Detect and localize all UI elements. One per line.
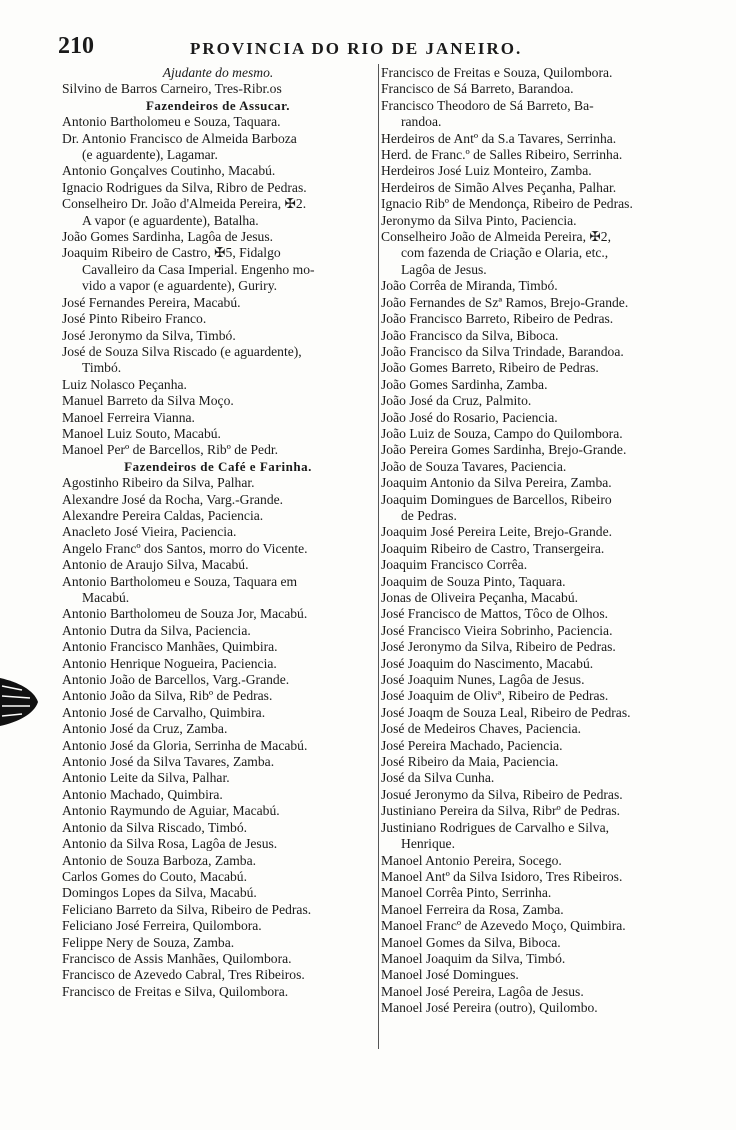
list-entry: Antonio José de Carvalho, Quimbira. [62, 704, 266, 720]
list-entry: Lagôa de Jesus. [401, 261, 487, 277]
list-entry: Ignacio Ribº de Mendonça, Ribeiro de Pedras. [381, 196, 633, 212]
list-entry: Jeronymo da Silva Pinto, Paciencia. [381, 212, 577, 228]
list-entry: Antonio Machado, Quimbira. [62, 786, 223, 802]
list-entry: João Gomes Sardinha, Zamba. [381, 376, 548, 392]
list-entry: Carlos Gomes do Couto, Macabú. [62, 868, 248, 884]
list-entry: Manoel Perº de Barcellos, Ribº de Pedr. [62, 442, 279, 458]
list-entry: Ajudante do mesmo. [162, 65, 274, 80]
list-entry: João Fernandes de Szª Ramos, Brejo-Grande. [381, 294, 629, 310]
list-entry: João Corrêa de Miranda, Timbó. [381, 278, 558, 294]
list-entry: João José do Rosario, Paciencia. [381, 409, 558, 425]
list-entry: João Luiz de Souza, Campo do Quilombora. [381, 425, 623, 441]
list-entry: José Joaquim do Nascimento, Macabú. [381, 655, 594, 671]
list-entry: Agostinho Ribeiro da Silva, Palhar. [62, 475, 255, 491]
list-entry: Joaquim Antonio da Silva Pereira, Zamba. [381, 475, 612, 491]
list-entry: Manoel Gomes da Silva, Biboca. [381, 934, 561, 950]
list-entry: José Fernandes Pereira, Macabú. [62, 294, 241, 310]
list-entry: Antonio Bartholomeu e Souza, Taquara. [62, 114, 281, 130]
list-entry: Antonio Raymundo de Aguiar, Macabú. [62, 803, 280, 819]
list-entry: Antonio José da Cruz, Zamba. [62, 721, 228, 737]
left-column [62, 65, 374, 1000]
list-entry: Joaquim Francisco Corrêa. [381, 557, 528, 573]
list-entry: Luiz Nolasco Peçanha. [62, 376, 187, 392]
list-entry: Cavalleiro da Casa Imperial. Engenho mo- [82, 261, 315, 277]
list-entry: com fazenda de Criação e Olaria, etc., [401, 245, 609, 261]
section-heading: Fazendeiros de Café e Farinha. [124, 458, 312, 474]
list-entry: José Ribeiro da Maia, Paciencia. [381, 754, 559, 770]
list-entry: Silvino de Barros Carneiro, Tres-Ribr.os [62, 81, 282, 97]
list-entry: José Jeronymo da Silva, Timbó. [62, 327, 236, 343]
list-entry: Anacleto José Vieira, Paciencia. [62, 524, 237, 540]
list-entry: Henrique. [401, 836, 455, 852]
list-entry: Francisco de Freitas e Silva, Quilombora. [62, 983, 289, 999]
list-entry: Domingos Lopes da Silva, Macabú. [62, 885, 257, 901]
list-entry: Alexandre José da Rocha, Varg.-Grande. [62, 491, 284, 507]
list-entry: Antonio João da Silva, Ribº de Pedras. [62, 688, 273, 704]
list-entry: Manoel Antº da Silva Isidoro, Tres Ribeiros. [381, 868, 623, 884]
list-entry: Herdeiros José Luiz Monteiro, Zamba. [381, 163, 592, 179]
running-title: PROVINCIA DO RIO DE JANEIRO. [190, 39, 523, 58]
list-entry: Manoel Ferreira Vianna. [62, 409, 195, 425]
list-entry: Timbó. [82, 360, 122, 376]
list-entry: vido a vapor (e aguardente), Guriry. [82, 278, 278, 294]
column-divider [378, 64, 379, 1049]
list-entry: Joaquim José Pereira Leite, Brejo-Grande. [381, 524, 613, 540]
list-entry: Joaquim Domingues de Barcellos, Ribeiro [381, 491, 612, 507]
list-entry: José Jeronymo da Silva, Ribeiro de Pedras. [381, 639, 616, 655]
list-entry: João Francisco da Silva Trindade, Barandoa. [381, 343, 624, 359]
list-entry: Manoel José Pereira (outro), Quilombo. [381, 1000, 598, 1016]
list-entry: Macabú. [82, 590, 130, 605]
list-entry: (e aguardente), Lagamar. [82, 147, 218, 163]
list-entry: Manoel Antonio Pereira, Socego. [381, 852, 562, 868]
list-entry: Herdeiros de Antº da S.a Tavares, Serrinha. [381, 130, 617, 146]
list-entry: José Francisco Vieira Sobrinho, Paciencia. [381, 622, 613, 638]
list-entry: João de Souza Tavares, Paciencia. [381, 458, 567, 474]
list-entry: Joaquim de Souza Pinto, Taquara. [381, 573, 566, 589]
list-entry: Antonio João de Barcellos, Varg.-Grande. [62, 672, 290, 688]
list-entry: Joaquim Ribeiro de Castro, Transergeira. [381, 540, 605, 556]
list-entry: José de Medeiros Chaves, Paciencia. [381, 721, 582, 737]
list-entry: de Pedras. [401, 507, 457, 523]
list-entry: Ignacio Rodrigues da Silva, Ribro de Pedras. [62, 179, 307, 195]
list-entry: Antonio de Souza Barboza, Zamba. [62, 852, 257, 868]
list-entry: Angelo Francº dos Santos, morro do Vicente. [62, 540, 308, 556]
list-entry: Conselheiro João de Almeida Pereira, ✠2, [381, 229, 611, 245]
list-entry: Antonio da Silva Rosa, Lagôa de Jesus. [62, 836, 278, 852]
list-entry: José de Souza Silva Riscado (e aguardente), [62, 343, 302, 359]
list-entry: Manoel Francº de Azevedo Moço, Quimbira. [381, 918, 626, 934]
list-entry: Francisco de Azevedo Cabral, Tres Ribeiros. [62, 967, 305, 983]
list-entry: Francisco de Assis Manhães, Quilombora. [62, 950, 292, 966]
list-entry: João Francisco Barreto, Ribeiro de Pedras. [381, 311, 614, 327]
list-entry: Feliciano Barreto da Silva, Ribeiro de Pedras. [62, 901, 312, 917]
list-entry: Manoel Corrêa Pinto, Serrinha. [381, 885, 552, 901]
list-entry: José Pinto Ribeiro Franco. [62, 311, 207, 327]
list-entry: Jonas de Oliveira Peçanha, Macabú. [381, 590, 579, 605]
list-entry: Antonio Bartholomeu de Souza Jor, Macabú. [62, 606, 308, 622]
list-entry: Antonio Dutra da Silva, Paciencia. [62, 622, 251, 638]
list-entry: Antonio da Silva Riscado, Timbó. [62, 819, 248, 835]
list-entry: João Gomes Sardinha, Lagôa de Jesus. [62, 229, 274, 245]
list-entry: José Joaqm de Souza Leal, Ribeiro de Pedras. [381, 704, 631, 720]
list-entry: Feliciano José Ferreira, Quilombora. [62, 918, 262, 934]
list-entry: Francisco Theodoro de Sá Barreto, Ba- [381, 97, 594, 113]
list-entry: Antonio José da Gloria, Serrinha de Macabú. [62, 737, 308, 753]
list-entry: Dr. Antonio Francisco de Almeida Barboza [62, 130, 297, 146]
list-entry: Conselheiro Dr. João d'Almeida Pereira, ✠2. [62, 196, 307, 212]
list-entry: João José da Cruz, Palmito. [381, 393, 532, 409]
list-entry: Antonio José da Silva Tavares, Zamba. [62, 754, 275, 770]
list-entry: Manoel Joaquim da Silva, Timbó. [381, 950, 566, 966]
list-entry: Manoel Luiz Souto, Macabú. [62, 425, 221, 441]
list-entry: Herd. de Franc.º de Salles Ribeiro, Serrinha. [381, 147, 623, 163]
list-entry: José Joaquim de Olivª, Ribeiro de Pedras. [381, 688, 609, 704]
list-entry: José Joaquim Nunes, Lagôa de Jesus. [381, 672, 585, 688]
list-entry: Joaquim Ribeiro de Castro, ✠5, Fidalgo [62, 245, 281, 261]
list-entry: Antonio Bartholomeu e Souza, Taquara em [62, 573, 298, 589]
list-entry: Alexandre Pereira Caldas, Paciencia. [62, 507, 264, 523]
list-entry: Manoel José Domingues. [381, 967, 519, 983]
binding-ornament-icon [0, 672, 40, 732]
list-entry: José Pereira Machado, Paciencia. [381, 737, 563, 753]
list-entry: Justiniano Rodrigues de Carvalho e Silva, [381, 819, 610, 835]
list-entry: A vapor (e aguardente), Batalha. [82, 212, 259, 228]
list-entry: randoa. [401, 114, 442, 130]
list-entry: Francisco de Sá Barreto, Barandoa. [381, 81, 574, 97]
list-entry: Justiniano Pereira da Silva, Ribrº de Pedras. [381, 803, 621, 819]
section-heading: Fazendeiros de Assucar. [145, 97, 291, 113]
page-number: 210 [58, 33, 94, 59]
list-entry: Antonio Francisco Manhães, Quimbira. [62, 639, 278, 655]
list-entry: Antonio Leite da Silva, Palhar. [62, 770, 230, 786]
page-header [58, 33, 708, 63]
list-entry: Manoel Ferreira da Rosa, Zamba. [381, 901, 564, 917]
list-entry: João Francisco da Silva, Biboca. [381, 327, 559, 343]
list-entry: José Francisco de Mattos, Tôco de Olhos. [381, 606, 609, 622]
list-entry: João Pereira Gomes Sardinha, Brejo-Grande. [381, 442, 627, 458]
list-entry: Josué Jeronymo da Silva, Ribeiro de Pedras. [381, 786, 623, 802]
list-entry: Antonio Gonçalves Coutinho, Macabú. [62, 163, 276, 179]
list-entry: Francisco de Freitas e Souza, Quilombora. [381, 65, 613, 80]
list-entry: José da Silva Cunha. [381, 770, 495, 786]
list-entry: Manoel José Pereira, Lagôa de Jesus. [381, 983, 584, 999]
list-entry: Antonio de Araujo Silva, Macabú. [62, 557, 249, 573]
list-entry: Felippe Nery de Souza, Zamba. [62, 934, 235, 950]
right-column [381, 65, 697, 1017]
list-entry: João Gomes Barreto, Ribeiro de Pedras. [381, 360, 599, 376]
list-entry: Herdeiros de Simão Alves Peçanha, Palhar. [381, 179, 617, 195]
list-entry: Manuel Barreto da Silva Moço. [62, 393, 234, 409]
list-entry: Antonio Henrique Nogueira, Paciencia. [62, 655, 277, 671]
